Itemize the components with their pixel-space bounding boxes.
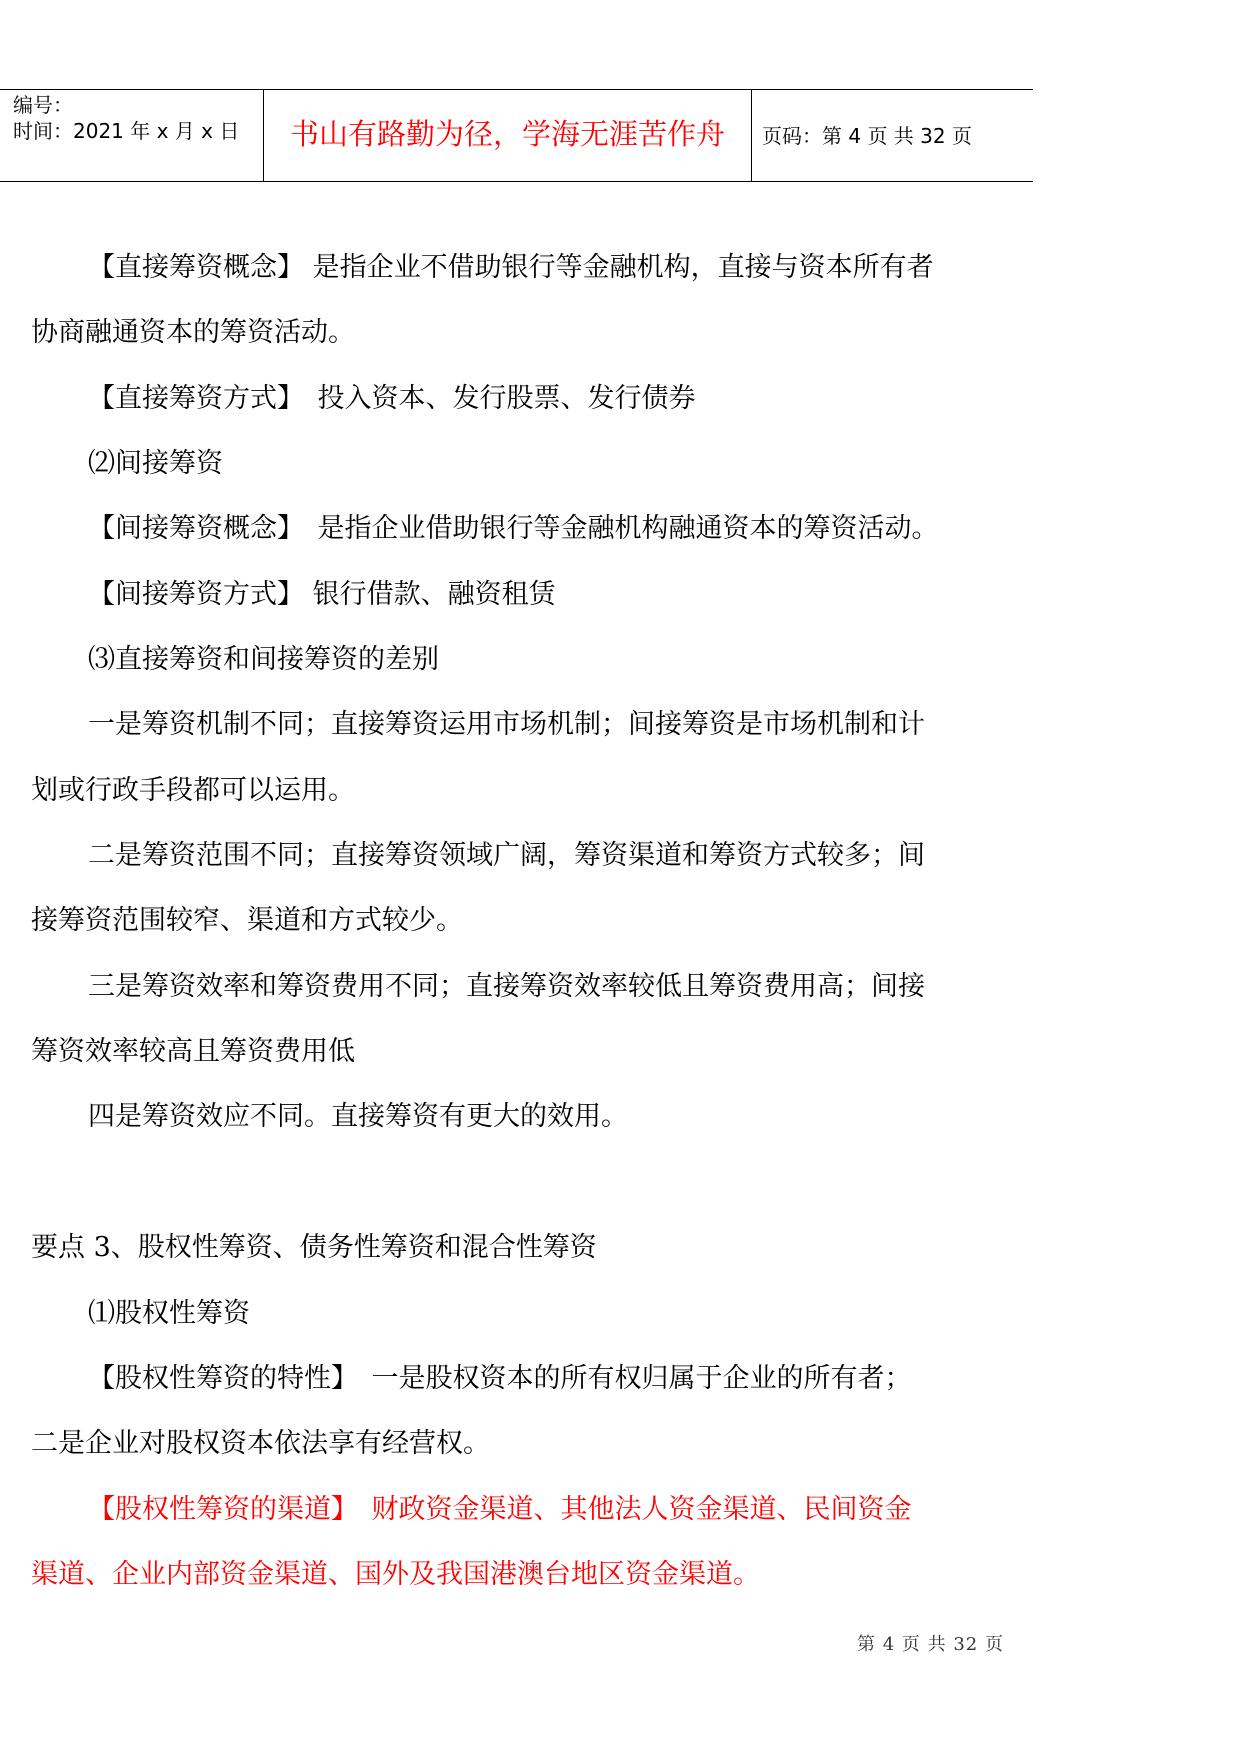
paragraph-line: 筹资效率较高且筹资费用低 <box>31 1036 355 1067</box>
header-table <box>0 89 1033 182</box>
section-heading: 要点 3、股权性筹资、债务性筹资和混合性筹资 <box>31 1232 597 1263</box>
paragraph-line: 【间接筹资概念】 是指企业借助银行等金融机构融通资本的筹资活动。 <box>88 513 939 544</box>
paragraph-line: 二是筹资范围不同；直接筹资领域广阔，筹资渠道和筹资方式较多；间 <box>88 840 925 871</box>
paragraph-line: 【股权性筹资的特性】 一是股权资本的所有权归属于企业的所有者； <box>88 1363 912 1394</box>
highlighted-paragraph-line: 【股权性筹资的渠道】 财政资金渠道、其他法人资金渠道、民间资金 <box>88 1494 912 1525</box>
highlighted-paragraph-line: 渠道、企业内部资金渠道、国外及我国港澳台地区资金渠道。 <box>31 1559 760 1590</box>
paragraph-line: 【直接筹资概念】 是指企业不借助银行等金融机构，直接与资本所有者 <box>88 252 934 283</box>
motto: 书山有路勤为径，学海无涯苦作舟 <box>290 117 726 151</box>
header-info-cell <box>0 90 264 181</box>
paragraph-line: 【直接筹资方式】 投入资本、发行股票、发行债券 <box>88 383 696 414</box>
section-heading: ⑵间接筹资 <box>88 448 223 479</box>
paragraph-line: 划或行政手段都可以运用。 <box>31 775 355 806</box>
paragraph-line: 二是企业对股权资本依法享有经营权。 <box>31 1428 490 1459</box>
date-line: 时间：2021 年 x 月 x 日 <box>13 119 240 143</box>
header-page-cell <box>752 90 1033 181</box>
section-heading: ⑴股权性筹资 <box>88 1298 250 1329</box>
header-motto-cell <box>264 90 752 181</box>
serial-label: 编号： <box>13 93 73 117</box>
page-label: 页码：第 4 页 共 32 页 <box>762 124 972 148</box>
paragraph-line: 三是筹资效率和筹资费用不同；直接筹资效率较低且筹资费用高；间接 <box>88 971 925 1002</box>
section-heading: ⑶直接筹资和间接筹资的差别 <box>88 644 439 675</box>
paragraph-line: 四是筹资效应不同。直接筹资有更大的效用。 <box>88 1101 628 1132</box>
paragraph-line: 接筹资范围较窄、渠道和方式较少。 <box>31 905 463 936</box>
page-footer: 第 4 页 共 32 页 <box>857 1634 1004 1655</box>
paragraph-line: 【间接筹资方式】 银行借款、融资租赁 <box>88 579 556 610</box>
paragraph-line: 一是筹资机制不同；直接筹资运用市场机制；间接筹资是市场机制和计 <box>88 709 925 740</box>
paragraph-line: 协商融通资本的筹资活动。 <box>31 317 355 348</box>
